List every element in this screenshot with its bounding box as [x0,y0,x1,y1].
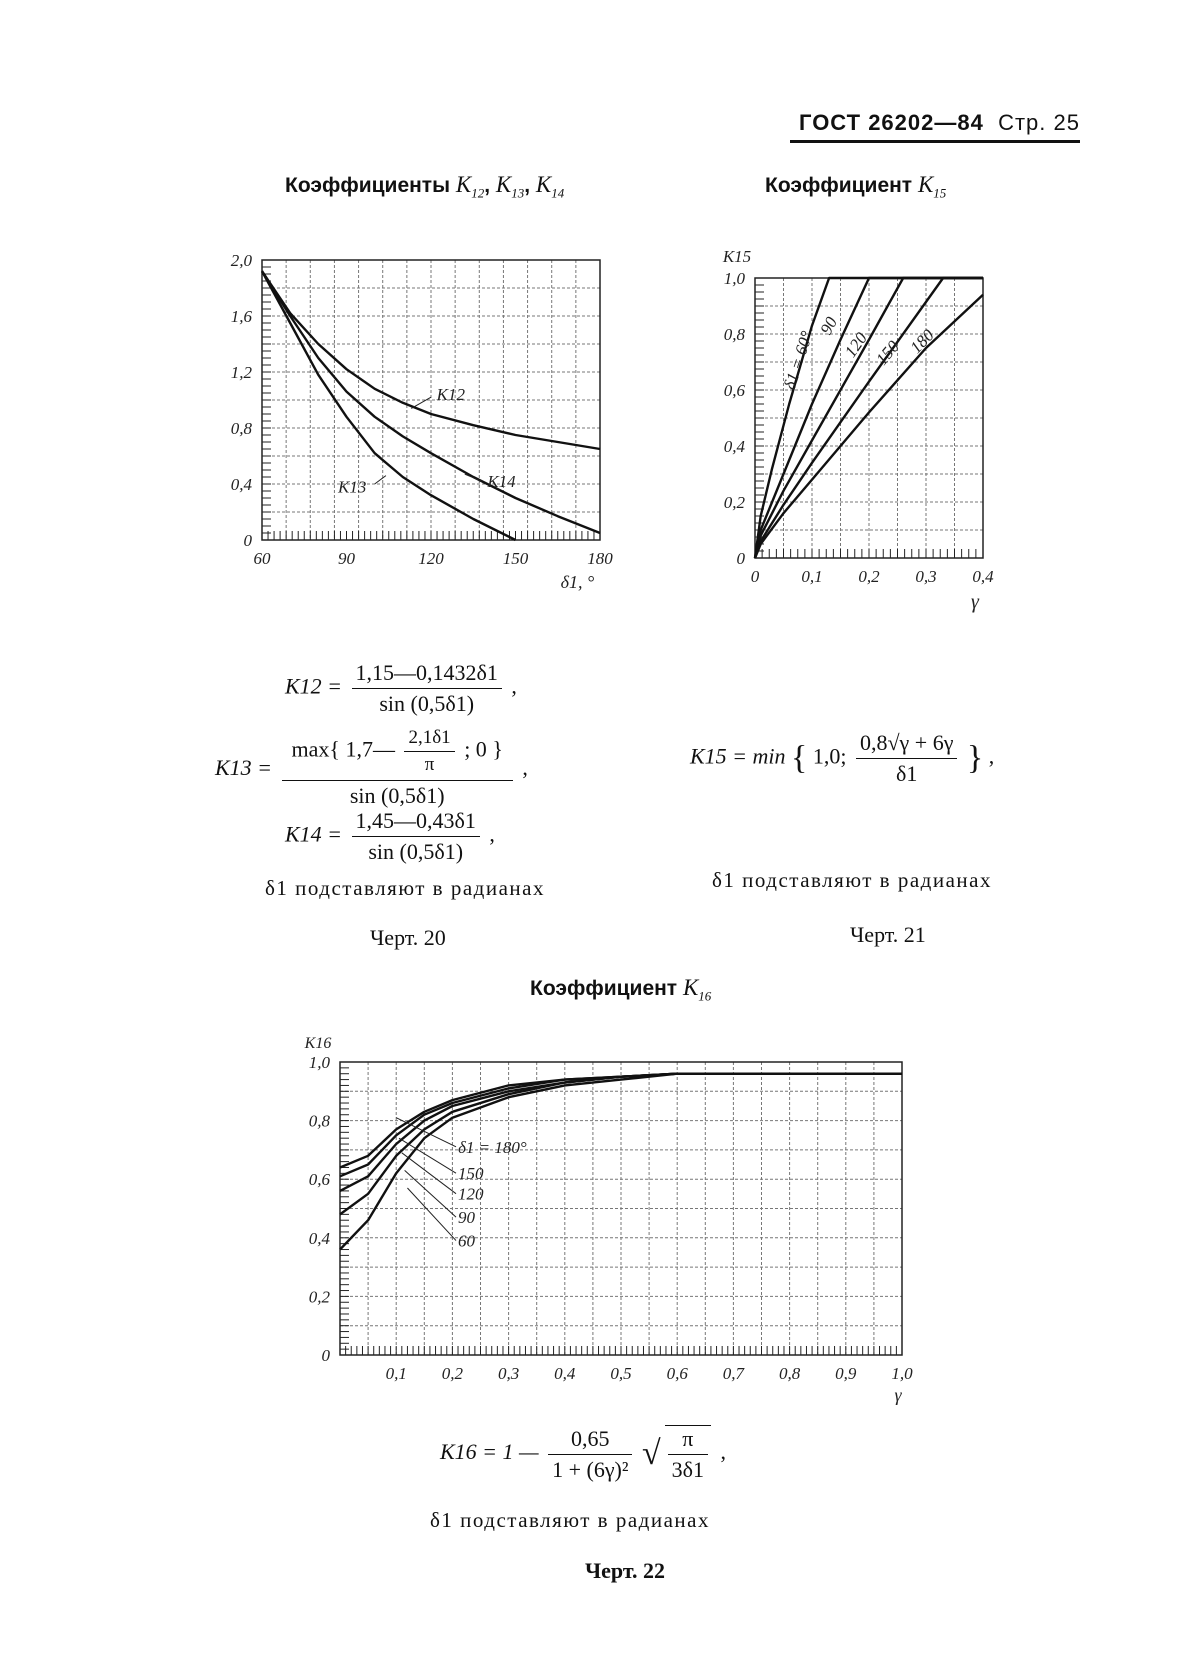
x-tick-label: 180 [587,549,613,568]
formula-k13-max: max [291,736,330,762]
formula-k15-brace-open: { [791,739,808,777]
formula-k16-denominator: 1 + (6γ)² [552,1456,629,1482]
x-tick-label: 0,4 [972,567,994,586]
formula-k14-comma: , [489,821,495,847]
formula-k13-inner-den: π [424,754,435,775]
x-axis-label: γ [894,1385,902,1405]
y-tick-label: 0,6 [308,1170,330,1190]
title-var-k14: $K_{14}$ [535,172,565,201]
formula-k14-denominator: sin (0,5δ1) [368,839,464,864]
x-axis-label: γ [971,591,979,613]
formula-k12-fraction [352,660,502,717]
formula-k14-numerator: 1,45—0,43δ1 [352,808,480,837]
formula-k16-comma: , [720,1439,727,1465]
chart-k16 [304,1035,913,1405]
x-tick-label: 0,2 [858,567,880,586]
formula-k14-fraction [352,808,480,865]
y-axis-label: K15 [722,247,752,266]
formula-k16-root-fraction [665,1425,711,1483]
formula-k15-comma: , [988,743,995,769]
x-tick-label: 0,4 [554,1364,576,1383]
title-var-k15: $K_{15}$ [917,172,947,201]
x-tick-label: 0,1 [801,567,823,586]
leader-line [399,1138,456,1173]
x-tick-label: 0,7 [722,1364,745,1383]
curve-label: 180 [906,325,938,358]
formula-k13-inner-num: 2,1δ1 [404,727,454,752]
formula-k13-lhs: K13 = [215,755,273,780]
x-tick-label: 0,3 [915,567,937,586]
x-tick-label: 150 [502,549,529,568]
chart-k12-k13-k14 [231,251,614,592]
x-tick-label: 0 [750,567,760,586]
x-tick-label: 0,2 [441,1364,464,1383]
y-tick-label: 0 [321,1346,330,1365]
y-tick-label: 0,2 [308,1287,330,1307]
x-tick-label: 60 [253,549,271,568]
y-axis-label: K16 [304,1035,332,1052]
leader-line-k13 [375,476,386,484]
y-tick-label: 0 [736,549,745,568]
y-tick-label: 0,8 [723,325,745,344]
y-tick-label: 0,2 [723,493,745,512]
leader-line [402,1153,456,1194]
chart-20-title: Коэффициенты $K_{12}$, $K_{13}$, $K_{14}$ [285,172,565,201]
x-tick-label: 0,6 [666,1364,688,1383]
formula-k16-lhs: K16 = 1 — [440,1439,539,1465]
curve-label: δ1 = 180° [458,1137,527,1157]
note-radians-2: δ1 подставляют в радианах [712,868,992,892]
formula-k15-brace-close: } [966,739,984,777]
formula-k15-lhs: K15 = min [690,743,786,769]
y-tick-label: 0,4 [230,475,252,494]
formula-k15-term-a: 1,0; [812,743,847,769]
formula-k15-denominator: δ1 [896,761,918,786]
page-number: Стр. 25 [998,110,1080,135]
y-tick-label: 2,0 [230,251,252,270]
y-tick-label: 0 [243,531,252,550]
caption-chart-20: Черт. 20 [370,925,446,950]
formula-k12 [285,660,517,717]
chart-k15 [722,247,994,613]
x-tick-label: 1,0 [891,1364,913,1383]
x-tick-label: 0,3 [497,1364,520,1383]
formula-k13-comma: , [522,755,528,780]
leader-line [407,1188,456,1241]
formula-k13-term-b: ; 0 [464,736,487,762]
title-var-k16: $K_{16}$ [682,975,712,1004]
formula-k14 [285,808,495,865]
y-tick-label: 1,2 [230,363,252,382]
formula-k12-lhs: K12 = [285,673,343,699]
x-tick-label: 0,9 [835,1364,857,1383]
formula-k16 [440,1425,726,1483]
formula-k13-fraction [282,727,513,809]
chart-20-title-text: Коэффициенты [285,174,451,197]
x-tick-label: 90 [338,549,355,568]
formula-k12-numerator: 1,15—0,1432δ1 [352,660,502,689]
title-var-k13: $K_{13}$ [495,172,525,201]
curve-label: 60 [458,1231,476,1251]
curve-label-k13: K13 [338,477,367,497]
caption-chart-22: Черт. 22 [585,1558,666,1583]
y-tick-label: 0,6 [723,381,745,400]
formula-k12-comma: , [511,673,517,699]
y-tick-label: 1,0 [308,1053,330,1072]
curve-label: 150 [872,336,904,369]
formula-k14-lhs: K14 = [285,821,343,847]
x-tick-label: 0,1 [385,1364,407,1383]
formula-k15-numerator: 0,8√γ + 6γ [856,730,957,759]
curve-label-k14: K14 [487,471,516,491]
curve-label: 90 [816,313,842,338]
formula-k13-denominator: sin (0,5δ1) [349,783,445,808]
curve-label: 120 [458,1184,484,1204]
formula-k13-inner-fraction [404,727,454,776]
chart-21-title-text: Коэффициент [765,174,913,197]
y-tick-label: 0,8 [308,1111,330,1131]
title-var-k12: $K_{12}$ [455,172,485,201]
y-tick-label: 0,8 [230,419,252,438]
leader-line-k12 [411,397,431,408]
formula-k16-root-num: π [668,1426,708,1455]
chart-22-title-text: Коэффициент [530,977,678,1000]
y-tick-label: 0,4 [723,437,745,456]
x-axis-label: δ1, ° [560,572,595,592]
curve-label: 90 [458,1208,476,1228]
curve-label: 150 [458,1164,484,1184]
y-tick-label: 1,0 [723,269,745,288]
note-radians-1: δ1 подставляют в радианах [265,876,545,900]
formula-k13 [215,727,528,809]
formula-k16-root-sign: √ [641,1435,661,1472]
formula-k16-root-den: 3δ1 [671,1457,705,1482]
curve-label-k12: K12 [436,385,465,404]
x-tick-label: 0,8 [778,1364,801,1383]
y-tick-label: 0,4 [308,1228,330,1248]
formula-k16-numerator: 0,65 [548,1426,632,1455]
formula-k16-fraction [548,1426,632,1483]
x-tick-label: 120 [418,549,444,568]
series-line [262,271,516,540]
y-tick-label: 1,6 [230,307,252,326]
gost-number: ГОСТ 26202—84 [799,110,984,135]
formula-k12-denominator: sin (0,5δ1) [379,691,475,716]
caption-chart-21: Черт. 21 [850,922,926,947]
curve-label: δ1 = 60° [779,328,817,392]
x-tick-label: 0,5 [610,1364,632,1383]
formula-k13-numerator: max{ 1,7— $\frac{2,1\delta 1}{\pi}$ ; 0 } [282,727,513,781]
formula-k15-fraction [856,730,957,787]
curve-label: 120 [840,328,872,361]
formula-k13-term-a: 1,7— [345,736,395,762]
formula-k15 [690,730,994,787]
note-radians-3: δ1 подставляют в радианах [430,1508,710,1532]
